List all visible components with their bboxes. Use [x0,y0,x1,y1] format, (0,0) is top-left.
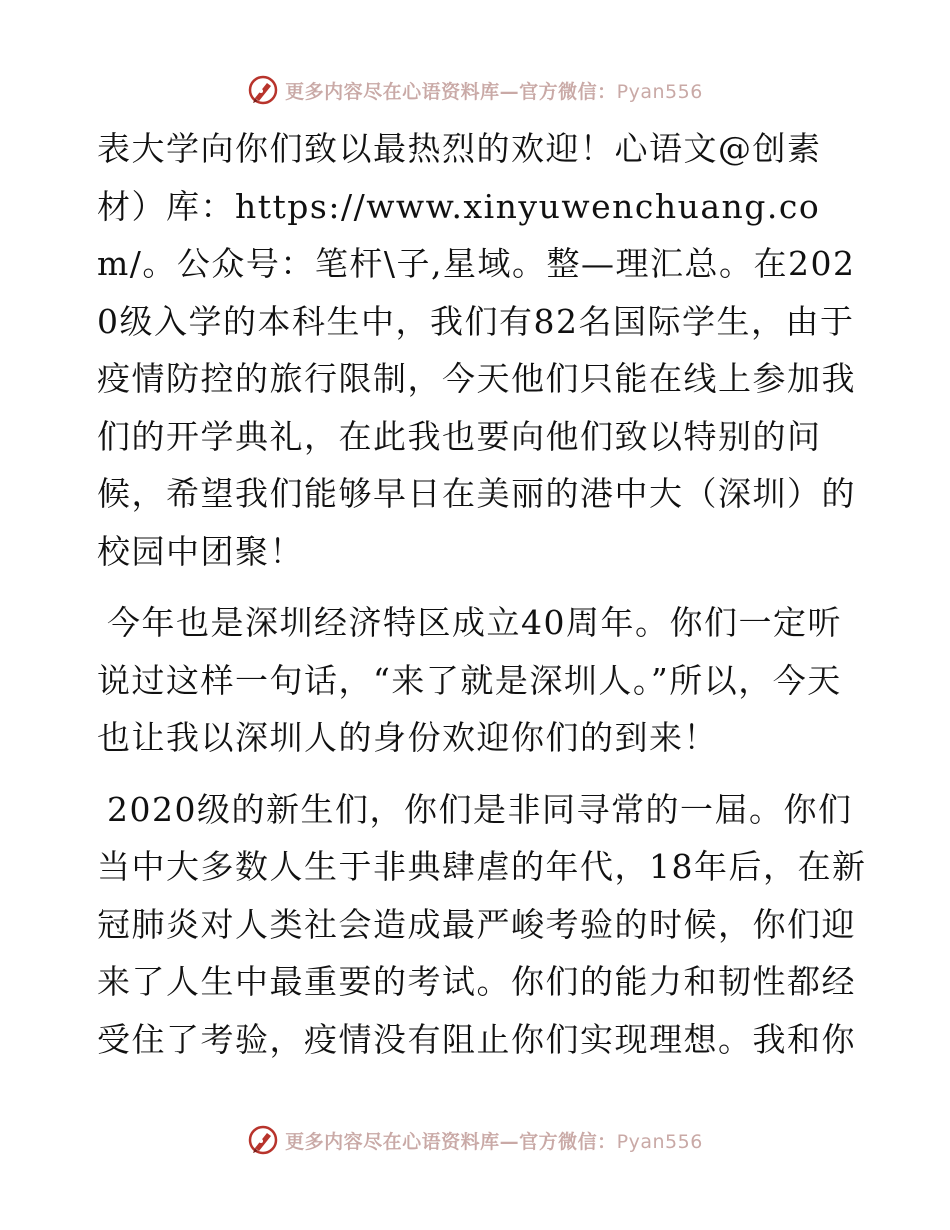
document-body [97,120,867,1082]
header-banner [0,70,950,110]
header-banner-label: 更多内容尽在心语资料库—官方微信： [285,80,617,103]
footer-banner [0,1120,950,1160]
footer-banner-label: 更多内容尽在心语资料库—官方微信： [285,1130,617,1153]
footer-wechat-handle: Pyan556 [616,1130,703,1153]
pen-logo-icon [247,1124,279,1156]
header-wechat-handle: Pyan556 [616,80,703,103]
footer-banner-text [285,1127,703,1154]
paragraph-3: 2020级的新生们，你们是非同寻常的一届。你们当中大多数人生于非典肆虐的年代，18年后，在新冠肺炎对人类社会造成最严峻考验的时候，你们迎来了人生中最重要的考试。你们的能力和韧性都经受住了考验，疫情没有阻止你们实现理想。我和你 [97,789,867,1059]
header-banner-text [285,77,703,104]
pen-logo-icon [247,74,279,106]
paragraph-2: 今年也是深圳经济特区成立40周年。你们一定听说过这样一句话，“来了就是深圳人。”所以，今天也让我以深圳人的身份欢迎你们的到来！ [97,603,842,757]
paragraph-1: 表大学向你们致以最热烈的欢迎！心语文@创素材）库：https://www.xinyuwenchuang.com/。公众号：笔杆\子,星域。整—理汇总。在2020级入学的本科生中，我们有82名国际学生，由于疫情防控的旅行限制，今天他们只能在线上参加我们的开学典礼，在此我也要向他们致以特别的问候，希望我们能够早日在美丽的港中大（深圳）的校园中团聚！ [97,129,856,571]
